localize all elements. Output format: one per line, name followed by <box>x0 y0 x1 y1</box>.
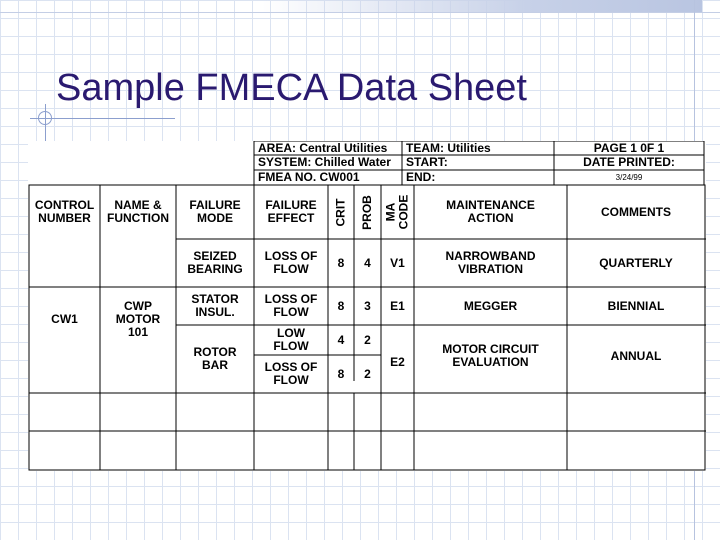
ma-code-cell: E1 <box>390 298 405 313</box>
ma-code-cell: V1 <box>390 255 405 270</box>
failure-effect-cell: LOSS OF FLOW <box>264 292 318 319</box>
crit-cell: 8 <box>337 298 345 313</box>
system-field: SYSTEM: Chilled Water <box>258 155 391 169</box>
failure-effect-cell: LOSS OF FLOW <box>264 249 318 276</box>
fmeca-data-sheet <box>28 141 706 471</box>
control-number-cell: CW1 <box>51 311 78 326</box>
failure-effect-cell: LOSS OF FLOW <box>264 360 318 387</box>
date-printed-value: 3/24/99 <box>615 173 643 182</box>
column-header-comments: COMMENTS <box>601 204 671 219</box>
date-printed-label: DATE PRINTED: <box>583 155 675 169</box>
comments-cell: BIENNIAL <box>607 298 665 313</box>
start-field: START: <box>406 155 448 169</box>
team-field: TEAM: Utilities <box>406 140 491 155</box>
column-header-control-number: CONTROL NUMBER <box>34 198 95 225</box>
crit-label: CRIT <box>333 198 348 226</box>
prob-cell: 3 <box>364 298 371 313</box>
comments-cell: QUARTERLY <box>599 255 673 270</box>
column-header-crit <box>328 185 354 239</box>
fmea-number-field: FMEA NO. CW001 <box>258 170 360 184</box>
column-header-failure-effect: FAILURE EFFECT <box>265 198 317 225</box>
column-header-name-function: NAME & FUNCTION <box>107 198 169 225</box>
column-header-ma-code <box>381 185 414 239</box>
slide-title: Sample FMECA Data Sheet <box>56 67 527 109</box>
maintenance-action-cell: MEGGER <box>463 298 518 313</box>
crit-cell: 4 <box>337 332 345 347</box>
prob-cell: 2 <box>364 332 371 347</box>
decorative-top-line <box>0 12 720 13</box>
failure-effect-cell: LOW FLOW <box>273 326 309 353</box>
failure-mode-cell: ROTOR BAR <box>193 345 237 372</box>
failure-mode-cell: STATOR INSUL. <box>191 292 239 319</box>
comments-cell: ANNUAL <box>610 348 662 363</box>
end-field: END: <box>406 170 436 184</box>
column-header-maintenance-action: MAINTENANCE ACTION <box>446 198 535 225</box>
column-header-prob <box>354 185 381 239</box>
area-field: AREA: Central Utilities <box>258 140 388 155</box>
prob-cell: 4 <box>364 255 371 270</box>
name-function-cell: CWP MOTOR 101 <box>115 298 161 339</box>
decorative-title-circle <box>38 111 52 125</box>
crit-cell: 8 <box>337 255 345 270</box>
maintenance-action-cell: MOTOR CIRCUIT EVALUATION <box>442 342 539 369</box>
failure-mode-cell: SEIZED BEARING <box>187 249 243 276</box>
prob-label: PROB <box>360 194 375 230</box>
decorative-top-band <box>262 0 702 12</box>
maintenance-action-cell: NARROWBAND VIBRATION <box>445 249 536 276</box>
column-header-failure-mode: FAILURE MODE <box>189 198 241 225</box>
ma-code-label: MA CODE <box>383 194 411 230</box>
crit-cell: 8 <box>337 366 345 381</box>
page-field: PAGE 1 0F 1 <box>593 140 665 155</box>
ma-code-cell: E2 <box>390 354 405 369</box>
prob-cell: 2 <box>364 366 371 381</box>
